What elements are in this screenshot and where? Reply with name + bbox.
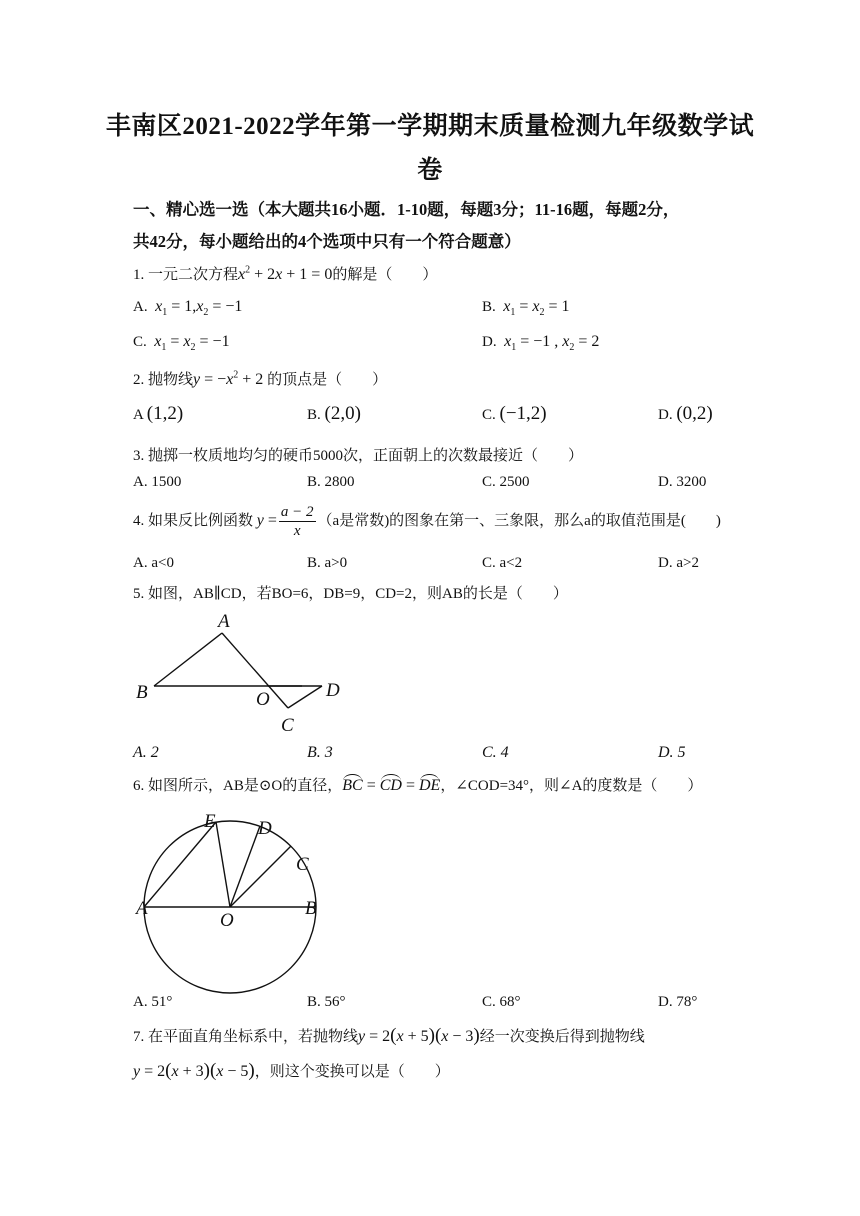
q2-option-a[interactable]: A (1,2) xyxy=(133,403,184,424)
q6-label-c: C xyxy=(296,854,309,875)
q5-label-o: O xyxy=(256,689,270,710)
q1-option-c[interactable]: C. $x_1 = x_2 = -1$ xyxy=(133,333,230,354)
section-heading-line2: 共42分，每小题给出的4个选项中只有一个符合题意） xyxy=(133,232,521,251)
exam-title-line2: 卷 xyxy=(417,157,443,184)
q6-label-d: D xyxy=(258,818,272,839)
question-2: 2. 抛物线$y = -x^2 + 2$ 的顶点是（ ） xyxy=(133,369,388,388)
q3-option-a[interactable]: A. 1500 xyxy=(133,474,182,490)
q6-label-o: O xyxy=(220,910,234,931)
q6-option-a[interactable]: A. 51° xyxy=(133,994,173,1010)
q5-option-d[interactable]: D. 5 xyxy=(658,744,686,761)
q6-option-b[interactable]: B. 56° xyxy=(307,994,346,1010)
q6-label-e: E xyxy=(204,811,216,832)
q2-option-b[interactable]: B. (2,0) xyxy=(307,403,361,424)
q6-option-d[interactable]: D. 78° xyxy=(658,994,698,1010)
q2-option-d[interactable]: D. (0,2) xyxy=(658,403,713,424)
q5-label-b: B xyxy=(136,682,148,703)
q6-figure xyxy=(130,805,330,995)
q1-option-d[interactable]: D. $x_1 = -1$ , $x_2 = 2$ xyxy=(482,333,600,354)
q3-option-c[interactable]: C. 2500 xyxy=(482,474,530,490)
question-4: 4. 如果反比例函数 y = $\frac{a - 2}{x}$ （a是常数)的图象在第一、三象限，那么a的取值范围是( ) xyxy=(133,504,721,539)
q3-option-b[interactable]: B. 2800 xyxy=(307,474,355,490)
question-7-line2: y = 2(x + 3)(x − 5)，则这个变换可以是（ ） xyxy=(133,1060,450,1081)
q5-option-b[interactable]: B. 3 xyxy=(307,744,333,761)
q5-label-c: C xyxy=(281,715,294,736)
q1-option-a[interactable]: A. $x_1 = 1,x_2 = -1$ xyxy=(133,298,243,319)
q5-figure xyxy=(130,605,360,740)
question-5: 5. 如图，AB∥CD，若BO=6，DB=9，CD=2，则AB的长是（ ） xyxy=(133,586,568,602)
section-heading-line1: 一、精心选一选（本大题共16小题．1-10题，每题3分；11-16题，每题2分， xyxy=(133,200,680,219)
exam-title-line1: 丰南区2021-2022学年第一学期期末质量检测九年级数学试 xyxy=(105,113,755,140)
q3-option-d[interactable]: D. 3200 xyxy=(658,474,707,490)
q6-option-c[interactable]: C. 68° xyxy=(482,994,521,1010)
question-1: 1. 一元二次方程$x^2 + 2x + 1 = 0$的解是（ ） xyxy=(133,264,438,283)
q6-label-b: B xyxy=(305,898,317,919)
q4-option-a[interactable]: A. a<0 xyxy=(133,555,174,571)
question-6: 6. 如图所示，AB是⊙O的直径，BC = CD = DE，∠COD=34°，则∠A的度数是（ ） xyxy=(133,777,703,794)
q5-label-d: D xyxy=(326,680,340,701)
question-3: 3. 抛掷一枚质地均匀的硬币5000次，正面朝上的次数最接近（ ） xyxy=(133,448,584,464)
question-7-line1: 7. 在平面直角坐标系中，若抛物线y = 2(x + 5)(x − 3)经一次变换后得到抛物线 xyxy=(133,1025,645,1046)
q5-label-a: A xyxy=(218,611,230,632)
q4-option-d[interactable]: D. a>2 xyxy=(658,555,699,571)
q6-label-a: A xyxy=(136,898,148,919)
q5-option-c[interactable]: C. 4 xyxy=(482,744,509,761)
q1-option-b[interactable]: B. $x_1 = x_2 = 1$ xyxy=(482,298,570,319)
q4-option-c[interactable]: C. a<2 xyxy=(482,555,523,571)
q2-option-c[interactable]: C. (−1,2) xyxy=(482,403,547,424)
q4-option-b[interactable]: B. a>0 xyxy=(307,555,348,571)
q5-option-a[interactable]: A. 2 xyxy=(133,744,159,761)
